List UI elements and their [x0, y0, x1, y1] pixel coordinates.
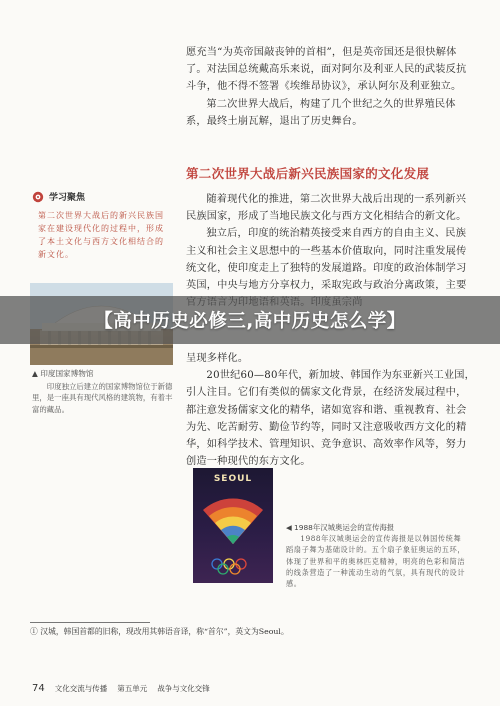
learning-focus-label: 学习聚焦	[49, 193, 86, 203]
paragraph: 20世纪60—80年代，新加坡、韩国作为东亚新兴工业国，引人注目。它们有类似的儒家文化背景，在经济发展过程中，都注意发扬儒家文化的精华，诸如宽容和谐、重视教育、社会为先、吃苦耐劳、勤俭节约等，同时又注意吸收西方文化的精华，如科学技术、管理知识、竞争意识、高效率作风等，努力创造一种现代的东方文化。	[186, 370, 476, 468]
paragraph: 随着现代化的推进，第二次世界大战后出现的一系列新兴民族国家，形成了当地民族文化与西方文化相结合的新文化。	[186, 194, 467, 223]
learning-focus-heading	[32, 190, 172, 203]
footnote-divider	[30, 622, 150, 623]
seoul-olympics-poster	[193, 468, 273, 583]
fan-dance-illustration	[193, 468, 273, 583]
museum-caption-title-text: 印度国家博物馆	[40, 369, 94, 378]
book-title: 文化交流与传播	[54, 684, 108, 693]
museum-caption	[32, 368, 174, 415]
poster-title: SEOUL	[213, 474, 253, 484]
poster-caption-title-text: 1988年汉城奥运会的宣传海报	[294, 523, 395, 532]
lower-text-block	[186, 350, 476, 470]
paragraph: 独立后，印度的统治精英接受来自西方的自由主义、民族主义和社会主义思想中的一些基本价值取向，同时注重发展传统文化，使印度走上了独特的发展道路。印度的政治体制学习英国，中央与地方分享权力，采取宪政与政治分离政策，主要	[186, 228, 467, 292]
learning-focus-box	[32, 190, 172, 261]
paragraph: 第二次世界大战后，构建了几个世纪之久的世界殖民体系，最终土崩瓦解，退出了历史舞台。	[186, 98, 456, 127]
focus-icon	[32, 191, 44, 203]
paragraph: 愿充当“为英帝国敲丧钟的首相”，但是英帝国还是很快解体了。对法国总统戴高乐来说，面对阿尔及利亚人民的武装反抗斗争，他不得不签署《埃维昂协议》，承认阿尔及利亚独立。	[186, 47, 467, 93]
paragraph: 呈现多样化。	[186, 353, 249, 364]
unit-title: 战争与文化交锋	[157, 684, 210, 693]
overlay-title: 【高中历史必修三,高中历史怎么学】	[94, 311, 406, 332]
poster-caption-desc: 1988年汉城奥运会的宣传海报是以韩国传统舞蹈扇子舞为基础设计的。五个扇子象征奥运的五环，体现了世界和平的奥林匹克精神，明亮的色彩和简洁的线条营造了一种流动生动的气氛，具有现代的设计感。	[286, 534, 466, 589]
museum-caption-title: ▲ 印度国家博物馆	[32, 369, 94, 378]
unit-number: 第五单元	[117, 684, 148, 693]
title-overlay-banner	[0, 296, 500, 344]
top-text-block	[186, 44, 476, 130]
museum-caption-desc: 印度独立后建立的国家博物馆位于新德里，是一座具有现代风格的建筑物，有着丰富的藏品。	[32, 381, 173, 414]
footnote: ① 汉城，韩国首都的旧称，现改用其韩语音译，称“首尔”，英文为Seoul。	[30, 627, 289, 636]
main-text-block	[186, 191, 476, 311]
poster-caption	[286, 522, 466, 589]
learning-focus-note: 第二次世界大战后的新兴民族国家在建设现代化的过程中，形成了本土文化与西方文化相结合的新文化。	[38, 211, 164, 259]
poster-caption-title: ◀ 1988年汉城奥运会的宣传海报	[286, 523, 395, 532]
page-footer	[32, 683, 210, 694]
page-number: 74	[32, 683, 45, 694]
section-title: 第二次世界大战后新兴民族国家的文化发展	[186, 166, 430, 181]
